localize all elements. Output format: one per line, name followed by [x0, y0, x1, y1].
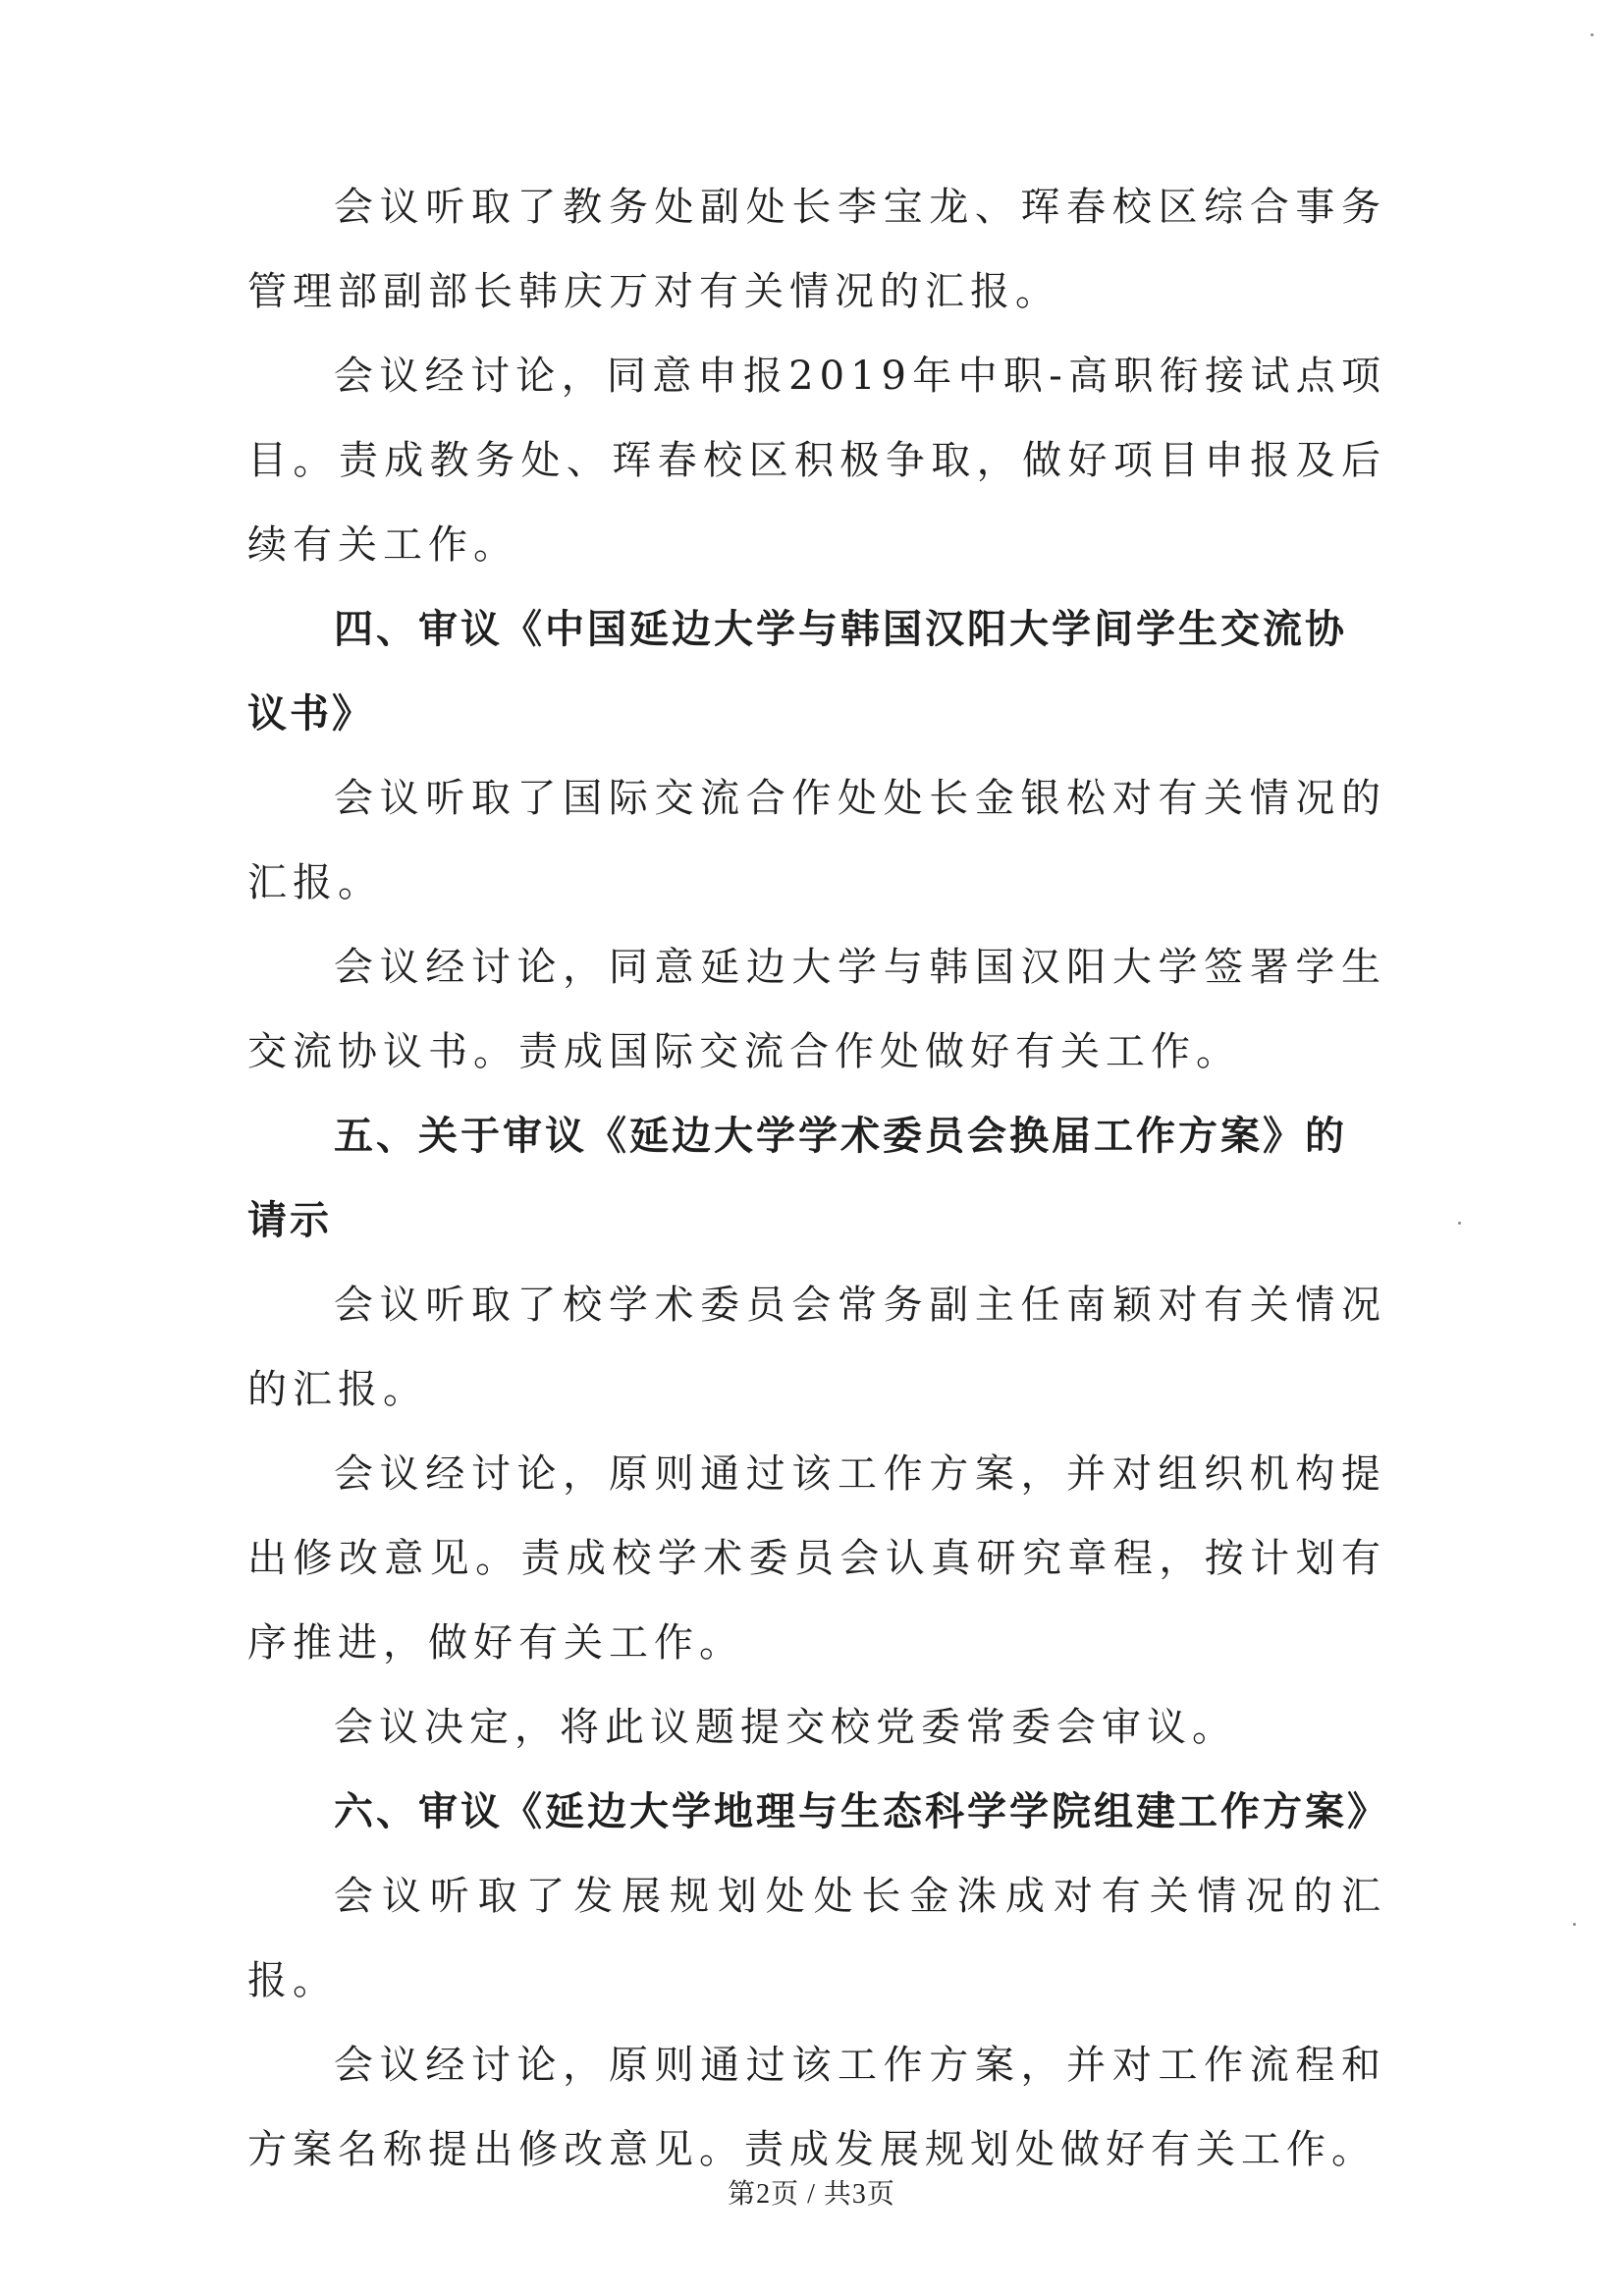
- document-body: [247, 165, 1389, 2192]
- paragraph-decision-committee-plan: 会议经讨论，原则通过该工作方案，并对组织机构提出修改意见。责成校学术委员会认真研究章程，按计划有序推进，做好有关工作。: [247, 1451, 1386, 1666]
- paragraph-report-academic-committee: 会议听取了校学术委员会常务副主任南颖对有关情况的汇报。: [247, 1283, 1386, 1412]
- paragraph-report-development-planning: 会议听取了发展规划处处长金洙成对有关情况的汇报。: [247, 1874, 1386, 2003]
- paragraph-decision-college-plan: 会议经讨论，原则通过该工作方案，并对工作流程和方案名称提出修改意见。责成发展规划处做好有关工作。: [247, 2043, 1386, 2172]
- section-heading-6: 六、审议《延边大学地理与生态科学学院组建工作方案》: [334, 1789, 1389, 1834]
- scan-speck: [1458, 1222, 1461, 1225]
- paragraph-report-teaching-affairs: 会议听取了教务处副处长李宝龙、珲春校区综合事务管理部副部长韩庆万对有关情况的汇报。: [247, 185, 1386, 314]
- paragraph-report-international: 会议听取了国际交流合作处处长金银松对有关情况的汇报。: [247, 776, 1386, 905]
- paragraph-decision-submit-standing-committee: 会议决定，将此议题提交校党委常委会审议。: [334, 1705, 1237, 1750]
- scan-speck: [1591, 33, 1594, 36]
- paragraph-decision-vocational-pilot: 会议经讨论，同意申报2019年中职-高职衔接试点项目。责成教务处、珲春校区积极争取，做好项目申报及后续有关工作。: [247, 354, 1386, 568]
- page-number-footer: 第2页 / 共3页: [728, 2179, 895, 2210]
- section-heading-4: 四、审议《中国延边大学与韩国汉阳大学间学生交流协议书》: [247, 607, 1347, 737]
- scan-speck: [1573, 1923, 1576, 1926]
- paragraph-decision-exchange-agreement: 会议经讨论，同意延边大学与韩国汉阳大学签署学生交流协议书。责成国际交流合作处做好有关工作。: [247, 945, 1386, 1074]
- section-heading-5: 五、关于审议《延边大学学术委员会换届工作方案》的请示: [247, 1114, 1347, 1243]
